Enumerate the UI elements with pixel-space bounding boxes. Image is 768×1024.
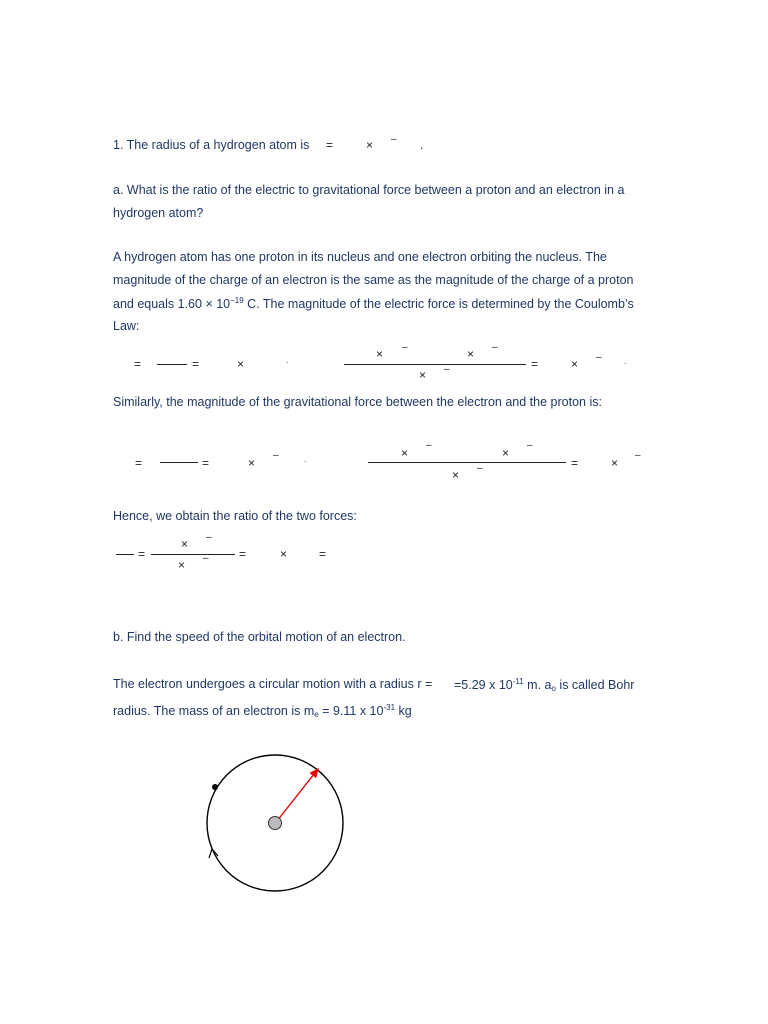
part-a-para-line-4: Law:	[113, 319, 140, 333]
q1-period: .	[420, 138, 424, 152]
part-a-para-line-1: A hydrogen atom has one proton in its nucleus and one electron orbiting the nucleus. The	[113, 250, 607, 264]
bohr-radius-mid: m. a	[523, 678, 552, 692]
ratio-times: ×	[280, 547, 288, 561]
radius-text-pre: The electron undergoes a circular motion with a radius r =	[113, 677, 433, 691]
para-line-3-post: C. The magnitude of the electric force is determined by the Coulomb’s	[243, 297, 634, 311]
part-b-para-line-1	[113, 677, 432, 691]
nucleus	[269, 817, 282, 830]
grav-intro: Similarly, the magnitude of the gravitational force between the electron and the proton is:	[113, 395, 602, 409]
grav-dot: .	[304, 455, 307, 464]
ratio-frac-bar-2	[151, 554, 235, 555]
grav-frac-bar-1	[160, 462, 198, 463]
coulomb-num-times-2: ×	[467, 347, 475, 361]
coulomb-den-times: ×	[419, 368, 427, 382]
coulomb-num-times-1: ×	[376, 347, 384, 361]
question-1-text: 1. The radius of a hydrogen atom is	[113, 138, 310, 152]
part-a-para-line-3	[113, 296, 634, 311]
coulomb-times-2: ×	[571, 357, 579, 371]
grav-den-minus: –	[477, 463, 483, 474]
grav-den-times: ×	[452, 468, 460, 482]
bohr-radius-val: =5.29 x 10	[454, 678, 513, 692]
grav-eq-1: =	[135, 456, 143, 470]
coulomb-frac-bar-2	[344, 364, 526, 365]
mass-exp: -31	[383, 703, 396, 712]
q1-exp-minus: –	[391, 134, 397, 145]
coulomb-num-minus-1: –	[402, 342, 408, 353]
grav-times-2: ×	[611, 456, 619, 470]
grav-frac-bar-2	[368, 462, 566, 463]
coulomb-num-minus-2: –	[492, 342, 498, 353]
bohr-radius-sub: o	[551, 684, 556, 693]
mass-text-post: kg	[395, 704, 412, 718]
coulomb-eq-3: =	[531, 357, 539, 371]
grav-num-times-1: ×	[401, 446, 409, 460]
ratio-num-times: ×	[181, 537, 189, 551]
ratio-intro: Hence, we obtain the ratio of the two forces:	[113, 509, 357, 523]
grav-eq-3: =	[571, 456, 579, 470]
bohr-radius-exp: -11	[512, 677, 524, 686]
ratio-eq-2: =	[239, 547, 247, 561]
q1-times: ×	[366, 138, 374, 152]
ratio-den-minus: –	[203, 553, 209, 564]
coulomb-dot: .	[286, 356, 289, 365]
coulomb-den-minus: –	[444, 364, 450, 375]
mass-text-mid: = 9.11 x 10	[318, 704, 384, 718]
orbit-diagram	[195, 745, 355, 905]
grav-num-times-2: ×	[502, 446, 510, 460]
electron	[212, 784, 218, 790]
coulomb-result-minus: –	[596, 352, 602, 363]
ratio-den-times: ×	[178, 558, 186, 572]
part-b-para-line-2	[113, 703, 412, 719]
coulomb-times-1: ×	[237, 357, 245, 371]
mass-text-pre: radius. The mass of an electron is m	[113, 704, 315, 718]
part-a-para-line-2: magnitude of the charge of an electron is the same as the magnitude of the charge of a proton	[113, 273, 634, 287]
ratio-eq-3: =	[319, 547, 327, 561]
part-a-question-line-1: a. What is the ratio of the electric to gravitational force between a proton and an electron in a	[113, 183, 625, 197]
grav-times-1: ×	[248, 456, 256, 470]
para-line-3-pre: and equals 1.60 × 10	[113, 297, 231, 311]
grav-eq-2: =	[202, 456, 210, 470]
grav-num-minus-2: –	[527, 440, 533, 451]
grav-result-minus: –	[635, 450, 641, 461]
charge-exponent: −19	[230, 296, 244, 305]
ratio-num-minus: –	[206, 532, 212, 543]
coulomb-frac-bar-1	[157, 364, 187, 365]
grav-minus-1: –	[273, 450, 279, 461]
coulomb-end-dot: .	[624, 357, 627, 366]
coulomb-eq-1: =	[134, 357, 142, 371]
part-a-question-line-2: hydrogen atom?	[113, 206, 204, 220]
bohr-radius-post: is called Bohr	[555, 678, 635, 692]
mass-sub: e	[314, 710, 319, 719]
bohr-radius-value	[454, 677, 634, 693]
coulomb-eq-2: =	[192, 357, 200, 371]
ratio-eq-1: =	[138, 547, 146, 561]
question-1	[113, 138, 309, 152]
grav-num-minus-1: –	[426, 440, 432, 451]
part-b-question: b. Find the speed of the orbital motion of an electron.	[113, 630, 406, 644]
q1-equals: =	[326, 138, 334, 152]
radius-arrow	[277, 769, 318, 821]
ratio-frac-bar-1	[116, 554, 134, 555]
